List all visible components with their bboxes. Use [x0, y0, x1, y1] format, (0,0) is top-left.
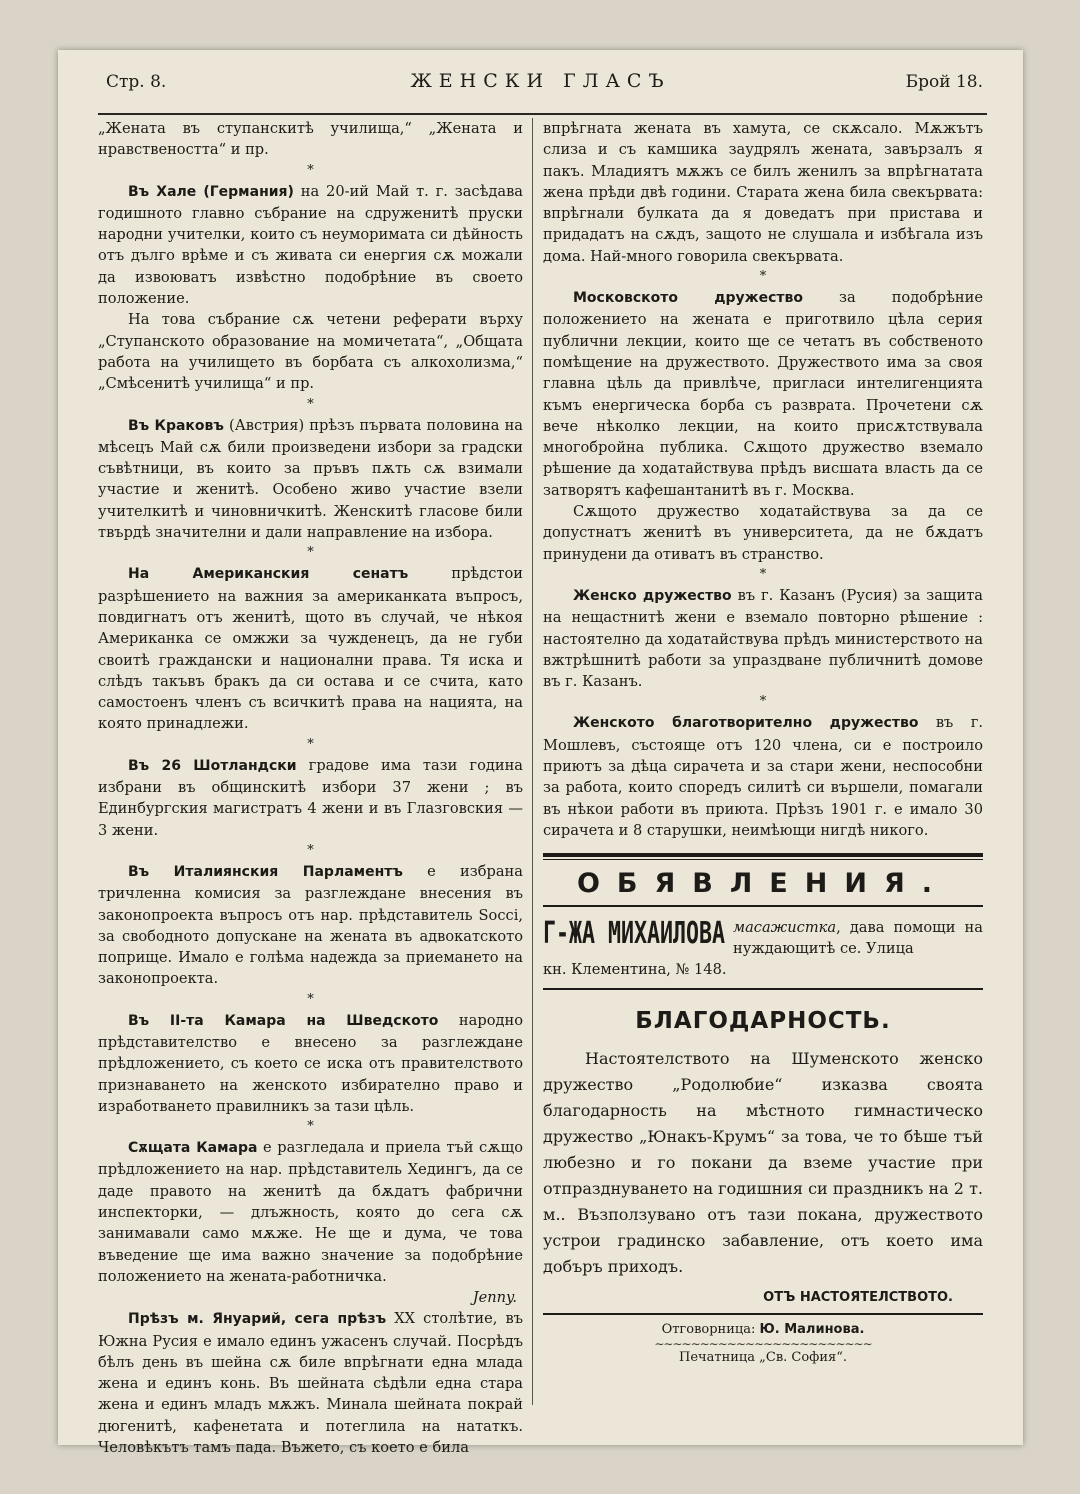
separator-asterisk: *	[307, 736, 314, 752]
article-lead: Въ II-та Камара на Шведското	[128, 1012, 439, 1029]
article-text: за подобрѣние положението на жената е приготвило цѣла серия публични лекции, които ще се четатъ въ собственото помѣщение на дружеството. Дружеството има за своя главна цѣль да привлѣче, пригласи интелигенцията къмъ енергическа борба съ разврата. Прочетени сѫ вече нѣколко лекции, на които присѫтствувала многобройна публика. Сѫщото дружество вземало рѣшение да ходатайствува прѣдъ висшата власть да се затворятъ кафешантанитѣ въ г. Москва.	[543, 289, 983, 499]
separator-asterisk: *	[307, 991, 314, 1007]
footer-rule	[543, 1313, 983, 1315]
article-text: прѣдстои разрѣшението на важния за американката въпросъ, повдигнатъ отъ женитѣ, щото въ случай, че нѣкоя Американка се омжжи за чужденецъ, да не губи своитѣ граждански и национални права. Тя иска и слѣдъ такъвъ бракъ да си остава и се счита, като самостоенъ членъ съ всичкитѣ права на нацията, на която принадлежи.	[98, 565, 523, 733]
newspaper-title: ЖЕНСКИ ГЛАСЪ	[410, 70, 671, 92]
article-halle-cont: На това събрание сѫ четени реферати върху „Ступанското образование на момичетата“, „Общата работа на училището въ борбата съ алкохолизма,“ „Смѣсенитѣ училища“ и пр.	[98, 311, 523, 393]
article-krakow	[98, 415, 523, 544]
article-swedish-chamber	[98, 1010, 523, 1117]
separator-asterisk: *	[307, 162, 314, 178]
newspaper-page	[58, 50, 1023, 1457]
article-text: градове има тази година избрани въ общинскитѣ избори 37 жени ; въ Единбургския магистратъ 4 жени и въ Глазговския — 3 жени.	[98, 756, 523, 839]
article-text: въ г. Казанъ (Русия) за защита на нещастнитѣ жени е вземало повторно рѣшение : настоятелно да ходатайствува прѣдъ министерството на вжтрѣшнитѣ работи за упраздване публичнитѣ домове въ г. Казанъ.	[543, 586, 984, 691]
article-lead: Въ Хале (Германия)	[128, 183, 294, 200]
intro-paragraph: „Жената въ ступанскитѣ училища,“ „Жената и нравствеността“ и пр.	[98, 120, 523, 159]
separator-asterisk: *	[759, 269, 767, 285]
article-lead: Сѫщата Камара	[128, 1140, 258, 1157]
article-lead: Въ Краковъ	[128, 417, 224, 434]
article-same-chamber	[98, 1137, 523, 1287]
ad-role: масажистка	[733, 919, 837, 937]
article-text: въ г. Мошлевъ, състояще отъ 120 члена, си е построило приютъ за дѣца сирачета и за стари жени, неспособни за работа, които споредъ силитѣ си вършели, помагали въ нѣкои работи въ приюта. Прѣзъ 1901 г. е имало 30 сирачета и 8 старушки, неимѣющи нигдѣ никого.	[543, 714, 983, 839]
article-text: (Австрия) прѣзъ първата половина на мѣсецъ Май сѫ били произведени избори за градски съвѣтници, въ които за пръвъ пѫть сѫ взимали участие и женитѣ. Особено живо участие взели учителкитѣ и чиновничкитѣ. Женскитѣ гласове били твърдѣ значителни и дали направление на избора.	[98, 416, 523, 542]
thanks-body: Настоятелството на Шуменското женско дружество „Родолюбие“ изказва своята благодарность на мѣстното гимнастическо дружество „Юнакъ-Крумъ“ за това, че то бѣше тъй любезно и го покани да вземе участие при отпразднуването на годишния си праздникъ на 2 т. м.. Възползувано отъ тази покана, дружеството устрои градинско забавление, отъ което има добъръ приходъ.	[543, 1049, 983, 1277]
ad-address: кн. Клементина, № 148.	[543, 961, 727, 979]
ad-description	[733, 917, 983, 959]
left-column	[98, 118, 523, 1457]
wavy-divider: ∼∼∼∼∼∼∼∼∼∼∼∼∼∼∼∼∼∼∼∼∼∼∼∼	[654, 1337, 872, 1352]
editor-name: Ю. Малинова.	[759, 1322, 865, 1338]
article-lead: Въ 26 Шотландски	[128, 757, 297, 774]
page-header	[58, 68, 1023, 100]
article-january	[98, 1308, 523, 1458]
article-lead: Прѣзъ м. Януарий, сега прѣзъ	[128, 1311, 387, 1328]
article-lead: Женско дружество	[573, 587, 732, 604]
right-column	[543, 118, 983, 1405]
issue-number: Брой 18.	[905, 72, 983, 92]
article-charity-society	[543, 712, 983, 841]
ads-heading-rule	[543, 905, 983, 907]
article-lead: Въ Италиянския Парламентъ	[128, 863, 403, 880]
separator-asterisk: *	[307, 545, 314, 561]
editor-label: Отговорница:	[661, 1322, 756, 1338]
column-divider	[532, 118, 533, 1405]
advertisement	[543, 917, 983, 959]
article-moscow-society	[543, 287, 983, 501]
page-number: Стр. 8.	[106, 72, 167, 92]
article-text: е избрана тричленна комисия за разглеждане внесения въ законопроекта въпросъ отъ нар. прѣдставитель Socci, за свободното допускане на жената въ адвокатското поприще. Имало е голѣма надежда за приемането на законопроекта.	[98, 862, 523, 988]
separator-asterisk: *	[759, 694, 767, 710]
article-american-senate	[98, 563, 523, 734]
header-rule	[98, 113, 987, 115]
separator-asterisk: *	[307, 396, 314, 412]
article-kazan-society	[543, 585, 983, 692]
advertiser-name: Г-ЖА МИХАИЛОВА	[543, 916, 726, 952]
thanks-signature: ОТЪ НАСТОЯТЕЛСТВОТО.	[763, 1290, 953, 1306]
separator-asterisk: *	[307, 842, 314, 858]
ads-rule-thin	[543, 859, 983, 860]
article-lead: Московското дружество	[573, 290, 803, 307]
ads-rule	[543, 853, 983, 857]
ads-heading: ОБЯВЛЕНИЯ.	[576, 868, 949, 900]
ad-bottom-rule	[543, 988, 983, 990]
ad-text: , дава помощи на нуждающитѣ се. Улица	[733, 919, 983, 958]
article-halle	[98, 181, 523, 310]
article-text: XX столѣтие, въ Южна Русия е имало единъ ужасенъ случай. Посрѣдъ бѣлъ день въ шейна сѫ биле впрѣгнати една млада жена и единъ конь. Въ шейната сѣдѣли една стара жена и единъ младъ мѫжъ. Минала шейната покрай дюгенитѣ, кафенетата и потеглила на нататкъ. Человѣкътъ тамъ пада. Въжето, съ което е била	[98, 1310, 523, 1457]
article-moscow-society-cont: Сѫщото дружество ходатайствува за да се допустнатъ женитѣ въ университета, да не бѫдатъ принудени да отиватъ въ странство.	[543, 503, 983, 563]
separator-asterisk: *	[759, 566, 767, 582]
article-lead: На Американския сенатъ	[128, 566, 409, 583]
thanks-heading: БЛАГОДАРНОСТЬ.	[635, 1008, 891, 1035]
article-italian-parliament	[98, 861, 523, 990]
article-text: на 20-ий Май т. г. засѣдава годишното главно събрание на сдруженитѣ пруски народни учителки, които съ неуморимата си дѣйность отъ дълго врѣме и съ живата си енергия сѫ можали да извоюватъ извѣстно подобрѣние въ своето положение.	[98, 182, 523, 308]
printer-line: Печатница „Св. София“.	[679, 1350, 847, 1366]
separator-asterisk: *	[307, 1119, 314, 1135]
article-text: е разгледала и приела тъй сѫщо прѣдложението на нар. прѣдставитель Хедингъ, да се даде правото на женитѣ да бѫдатъ фабрични инспекторки, — длъжность, която до сега сѫ занимавали само мѫже. Не ще и дума, че това въведение ще има важно значение за подобрѣние положението на жената-работничка.	[98, 1139, 523, 1285]
article-scottish-towns	[98, 755, 523, 841]
article-continuation: впрѣгната жената въ хамута, се скѫсало. Мѫжътъ слиза и съ камшика заудрялъ жената, завързалъ я пакъ. Младиятъ мѫжъ се билъ женилъ за впрѣгнатата жена прѣди двѣ години. Старата жена била свекървата: впрѣгнали булката да я доведатъ при пристава и придадатъ на сѫдъ, защото не слушала и избѣгала изъ дома. Най-много говорила свекървата.	[543, 120, 983, 265]
article-lead: Женското благотворително дружество	[573, 715, 919, 732]
article-text: народно прѣдставителство е внесено за разглеждане прѣдложението, съ което се иска отъ правителството признаването на женското избирателно право и изработването правилникъ за тази цѣль.	[98, 1011, 523, 1115]
article-signature: Jenny.	[472, 1289, 517, 1307]
